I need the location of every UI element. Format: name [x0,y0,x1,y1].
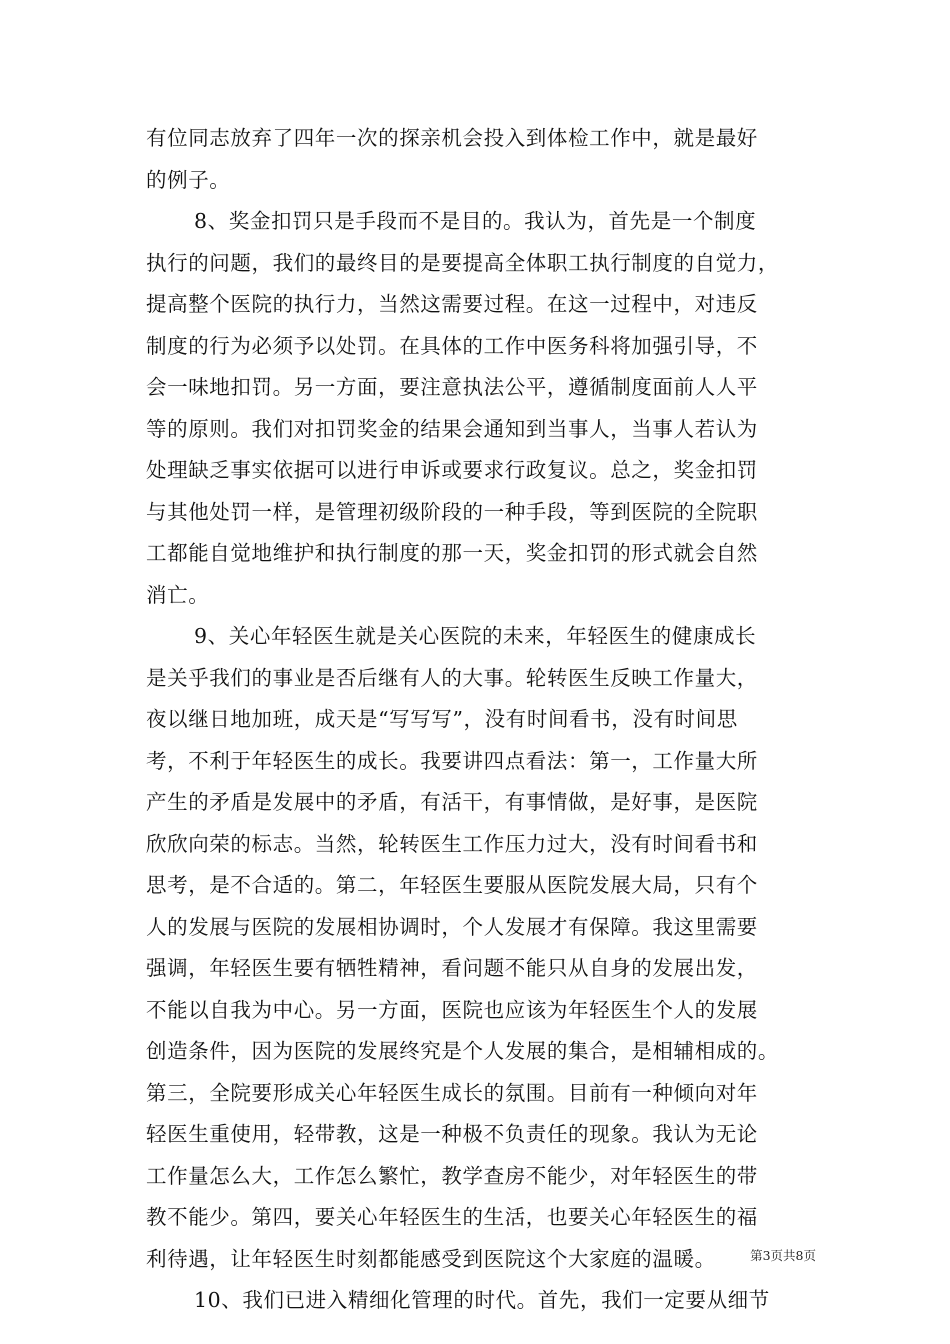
text-line: 处理缺乏事实依据可以进行申诉或要求行政复议。总之，奖金扣罚 [146,458,758,482]
text-line: 工都能自觉地维护和执行制度的那一天，奖金扣罚的形式就会自然 [146,541,758,565]
text-line: 的例子。 [146,167,231,192]
text-line: 利待遇，让年轻医生时刻都能感受到医院这个大家庭的温暖。 [146,1246,716,1271]
text-line: 会一味地扣罚。另一方面，要注意执法公平，遵循制度面前人人平 [146,375,758,399]
text-line: 产生的矛盾是发展中的矛盾，有活干，有事情做，是好事，是医院 [146,790,758,814]
text-line: 欣欣向荣的标志。当然，轮转医生工作压力过大，没有时间看书和 [146,831,758,856]
paragraph-9-start: 9、关心年轻医生就是关心医院的未来，年轻医生的健康成长 [194,624,757,648]
paragraph-8-start: 8、奖金扣罚只是手段而不是目的。我认为，首先是一个制度 [194,209,757,233]
text-line: 制度的行为必须予以处罚。在具体的工作中医务科将加强引导，不 [146,333,758,358]
text-line: 工作量怎么大，工作怎么繁忙，教学查房不能少，对年轻医生的带 [146,1163,758,1188]
text-line: 消亡。 [146,582,210,607]
text-line: 有位同志放弃了四年一次的探亲机会投入到体检工作中，就是最好 [146,126,758,150]
text-line: 强调，年轻医生要有牺牲精神，看问题不能只从自身的发展出发， [146,956,758,980]
text-line: 等的原则。我们对扣罚奖金的结果会通知到当事人，当事人若认为 [146,416,758,441]
text-line: 思考，是不合适的。第二，年轻医生要服从医院发展大局，只有个 [146,873,758,897]
text-line: 创造条件，因为医院的发展终究是个人发展的集合，是相辅相成的。 [146,1039,779,1063]
page-indicator: 第3页共8页 [750,1248,816,1263]
text-line: 第三，全院要形成关心年轻医生成长的氛围。目前有一种倾向对年 [146,1080,758,1105]
text-line: 提高整个医院的执行力，当然这需要过程。在这一过程中，对违反 [146,292,758,316]
text-line: 考，不利于年轻医生的成长。我要讲四点看法：第一，工作量大所 [146,748,758,773]
text-line: 轻医生重使用，轻带教，这是一种极不负责任的现象。我认为无论 [146,1122,758,1146]
text-line: 不能以自我为中心。另一方面，医院也应该为年轻医生个人的发展 [146,997,758,1022]
text-line: 是关乎我们的事业是否后继有人的大事。轮转医生反映工作量大， [146,665,758,690]
text-line: 执行的问题，我们的最终目的是要提高全体职工执行制度的自觉力， [146,250,779,275]
paragraph-10-start: 10、我们已进入精细化管理的时代。首先，我们一定要从细节 [194,1288,770,1312]
text-line: 夜以继日地加班，成天是“写写写”，没有时间看书，没有时间思 [146,707,738,731]
text-line: 人的发展与医院的发展相协调时，个人发展才有保障。我这里需要 [146,914,758,939]
document-body [146,118,808,1322]
text-line: 与其他处罚一样，是管理初级阶段的一种手段，等到医院的全院职 [146,499,758,524]
text-line: 教不能少。第四，要关心年轻医生的生活，也要关心年轻医生的福 [146,1205,758,1229]
